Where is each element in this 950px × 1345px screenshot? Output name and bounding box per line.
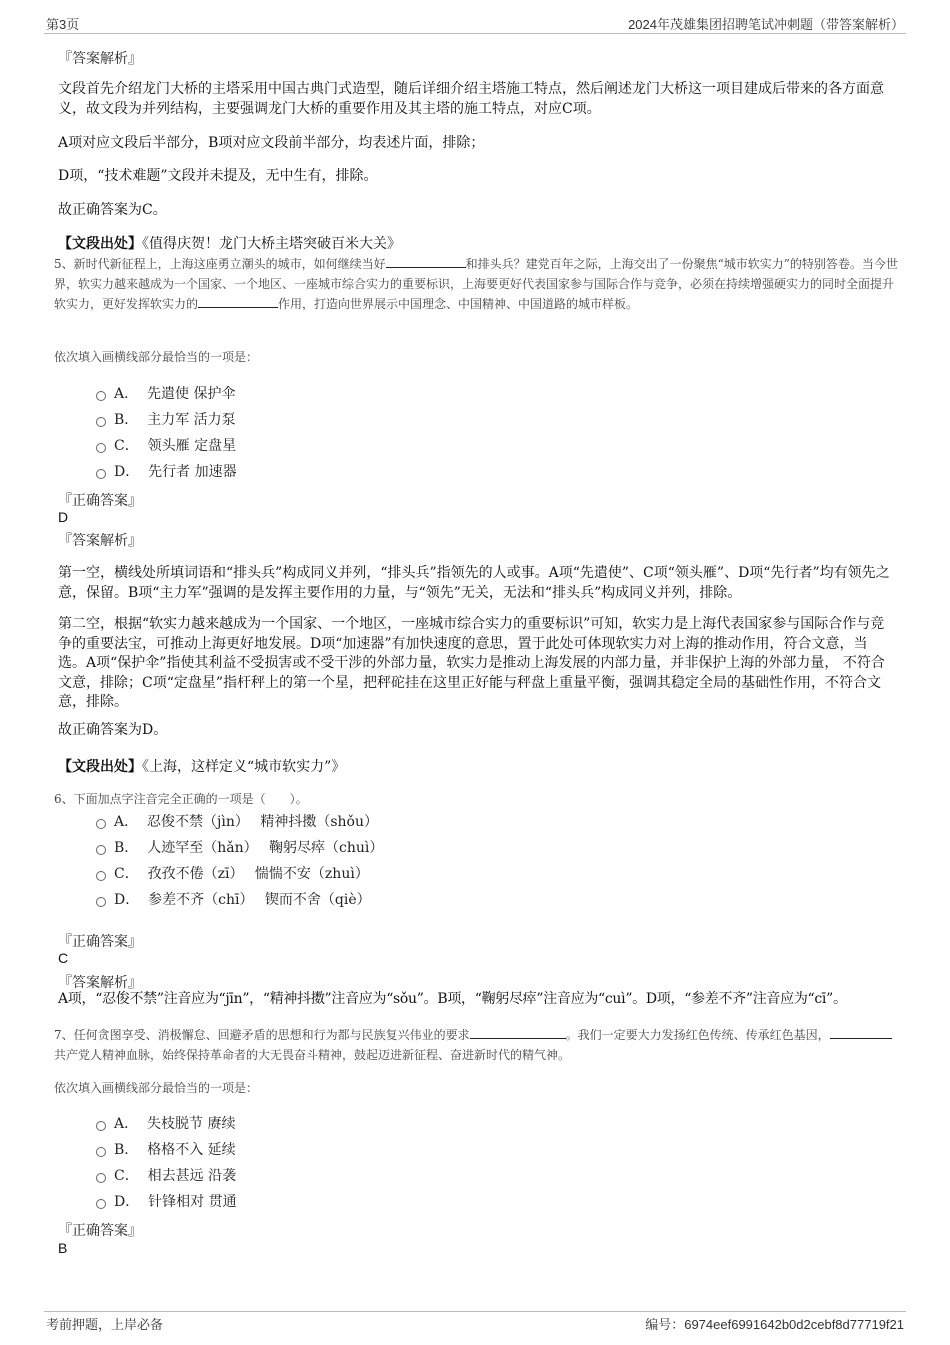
question-stem bbox=[54, 254, 902, 314]
answer-value: B bbox=[58, 1240, 68, 1256]
option-text: 孜孜不倦（zī） 惴惴不安（zhuì） bbox=[147, 866, 369, 882]
stem-text: 和排头兵？建党百年之际，上海交出了一份聚焦“城市软实力”的特别答卷。当今世界，软实力越来越成为一个国家、一个地区、一座城市综合实力的重要标识，上海要更好代表国家参与国际合作与竞争，必须在持续增强硬实力的同时全面提升软实力，更好发挥软实力的 bbox=[54, 257, 898, 311]
option-a[interactable] bbox=[96, 1114, 235, 1134]
radio-icon[interactable] bbox=[96, 845, 106, 855]
fill-blank bbox=[386, 254, 466, 268]
option-text: 忍俊不禁（jìn） 精神抖擞（shǒu） bbox=[147, 814, 378, 830]
fill-blank bbox=[470, 1025, 566, 1039]
answer-label: 『正确答案』 bbox=[58, 1223, 142, 1239]
option-letter: A． bbox=[114, 1116, 139, 1132]
radio-icon[interactable] bbox=[96, 871, 106, 881]
footer-slogan: 考前押题，上岸必备 bbox=[46, 1317, 164, 1332]
option-b[interactable] bbox=[96, 1140, 236, 1160]
option-a[interactable] bbox=[96, 812, 378, 832]
radio-icon[interactable] bbox=[96, 443, 106, 453]
answer-value: D bbox=[58, 509, 69, 525]
answer-value: C bbox=[58, 950, 69, 966]
option-text: 先行者 加速器 bbox=[148, 464, 237, 480]
question-prompt: 依次填入画横线部分最恰当的一项是： bbox=[54, 1081, 259, 1095]
analysis-label: 『答案解析』 bbox=[58, 51, 142, 67]
source-label: 【文段出处】 bbox=[58, 236, 142, 252]
radio-icon[interactable] bbox=[96, 417, 106, 427]
option-a[interactable] bbox=[96, 384, 235, 404]
option-text: 针锋相对 贯通 bbox=[148, 1194, 237, 1210]
analysis-paragraph: A项对应文段后半部分，B项对应文段前半部分，均表述片面，排除； bbox=[58, 135, 485, 151]
source-text: 《值得庆贺！龙门大桥主塔突破百米大关》 bbox=[142, 236, 401, 252]
option-letter: B． bbox=[114, 840, 139, 856]
stem-text: 5、新时代新征程上，上海这座勇立潮头的城市，如何继续当好 bbox=[54, 257, 386, 271]
fill-blank bbox=[198, 294, 278, 308]
option-d[interactable] bbox=[96, 1192, 237, 1212]
option-text: 失枝脱节 赓续 bbox=[147, 1116, 236, 1132]
option-text: 相去甚远 沿袭 bbox=[147, 1168, 237, 1184]
analysis-paragraph: A项，“忍俊不禁”注音应为“jīn”，“精神抖擞”注音应为“sǒu”。B项，“鞠躬尽瘁”注音应为“cuì”。D项，“参差不齐”注音应为“cī”。 bbox=[58, 991, 847, 1007]
option-d[interactable] bbox=[96, 890, 371, 910]
option-letter: C． bbox=[114, 1168, 139, 1184]
answer-label: 『正确答案』 bbox=[58, 934, 142, 950]
analysis-paragraph: D项，“技术难题”文段并未提及，无中生有，排除。 bbox=[58, 168, 378, 184]
document-id: 编号：6974eef6991642b0d2cebf8d77719f21 bbox=[645, 1317, 904, 1332]
analysis-paragraph: 第一空，横线处所填词语和“排头兵”构成同义并列，“排头兵”指领先的人或事。A项“先遣使”、C项“领头雁”、D项“先行者”均有领先之意，保留。B项“主力军”强调的是发挥主要作用的力量，与“领先”无关，无法和“排头兵”构成同义并列，排除。 bbox=[58, 565, 890, 601]
option-text: 参差不齐（chī） 锲而不舍（qiè） bbox=[148, 892, 371, 908]
analysis-label: 『答案解析』 bbox=[58, 533, 142, 549]
option-c[interactable] bbox=[96, 1166, 236, 1186]
source-label: 【文段出处】 bbox=[58, 759, 142, 775]
option-b[interactable] bbox=[96, 410, 236, 430]
source-text: 《上海，这样定义“城市软实力”》 bbox=[142, 759, 346, 775]
radio-icon[interactable] bbox=[96, 469, 106, 479]
stem-text: 作用，打造向世界展示中国理念、中国精神、中国道路的城市样板。 bbox=[278, 297, 639, 311]
option-letter: B． bbox=[114, 1142, 139, 1158]
option-letter: A． bbox=[114, 386, 139, 402]
option-text: 先遣使 保护伞 bbox=[147, 386, 236, 402]
option-c[interactable] bbox=[96, 436, 236, 456]
radio-icon[interactable] bbox=[96, 1147, 106, 1157]
question-stem: 6、下面加点字注音完全正确的一项是（ ）。 bbox=[54, 792, 308, 806]
analysis-label: 『答案解析』 bbox=[58, 975, 142, 991]
option-letter: C． bbox=[114, 866, 139, 882]
question-stem bbox=[54, 1025, 902, 1065]
option-text: 人迹罕至（hǎn） 鞠躬尽瘁（chuì） bbox=[147, 840, 384, 856]
option-d[interactable] bbox=[96, 462, 237, 482]
radio-icon[interactable] bbox=[96, 391, 106, 401]
option-c[interactable] bbox=[96, 864, 369, 884]
header-divider bbox=[44, 33, 906, 34]
footer-divider bbox=[44, 1311, 906, 1312]
stem-text: 。我们一定要大力发扬红色传统、传承红色基因， bbox=[565, 1028, 830, 1042]
analysis-paragraph: 文段首先介绍龙门大桥的主塔采用中国古典门式造型，随后详细介绍主塔施工特点，然后阐述龙门大桥这一项目建成后带来的各方面意义，故文段为并列结构，主要强调龙门大桥的重要作用及其主塔的施工特点，对应C项。 bbox=[58, 81, 884, 117]
question-prompt: 依次填入画横线部分最恰当的一项是： bbox=[54, 350, 259, 364]
source-citation bbox=[58, 233, 401, 253]
fill-blank bbox=[830, 1025, 892, 1039]
analysis-paragraph: 第二空，根据“软实力越来越成为一个国家、一个地区，一座城市综合实力的重要标识”可知，软实力是上海代表国家参与国际合作与竞争的重要法宝，可推动上海更好地发展。D项“加速器”有加快速度的意思，置于此处可体现软实力对上海的推动作用，符合文意，当选。A项“保护伞”指使其利益不受损害或不受干涉的外部力量，软实力是推动上海发展的内部力量，并非保护上海的外部力量， 不符合文意，排除；C项“定盘星”指杆秤上的第一个星，把秤砣挂在这里正好能与秤盘上重量平衡，强调其稳定全局的基础性作用，不符合文意，排除。 bbox=[58, 616, 885, 710]
correct-answer-statement: 故正确答案为C。 bbox=[58, 202, 167, 218]
option-b[interactable] bbox=[96, 838, 383, 858]
option-text: 主力军 活力泵 bbox=[147, 412, 236, 428]
source-citation bbox=[58, 756, 345, 776]
option-letter: D． bbox=[114, 892, 140, 908]
option-text: 领头雁 定盘星 bbox=[147, 438, 237, 454]
radio-icon[interactable] bbox=[96, 1199, 106, 1209]
radio-icon[interactable] bbox=[96, 1121, 106, 1131]
option-letter: B． bbox=[114, 412, 139, 428]
radio-icon[interactable] bbox=[96, 897, 106, 907]
page-number: 第3页 bbox=[46, 17, 80, 32]
option-letter: D． bbox=[114, 1194, 140, 1210]
correct-answer-statement: 故正确答案为D。 bbox=[58, 722, 168, 738]
stem-text: 共产党人精神血脉，始终保持革命者的大无畏奋斗精神，鼓起迈进新征程、奋进新时代的精气神。 bbox=[54, 1048, 571, 1062]
stem-text: 7、任何贪图享受、消极懈怠、回避矛盾的思想和行为都与民族复兴伟业的要求 bbox=[54, 1028, 470, 1042]
option-letter: C． bbox=[114, 438, 139, 454]
radio-icon[interactable] bbox=[96, 819, 106, 829]
option-letter: A． bbox=[114, 814, 139, 830]
radio-icon[interactable] bbox=[96, 1173, 106, 1183]
option-text: 格格不入 延续 bbox=[147, 1142, 236, 1158]
document-title: 2024年茂雄集团招聘笔试冲刺题（带答案解析） bbox=[628, 17, 904, 32]
option-letter: D． bbox=[114, 464, 140, 480]
answer-label: 『正确答案』 bbox=[58, 493, 142, 509]
